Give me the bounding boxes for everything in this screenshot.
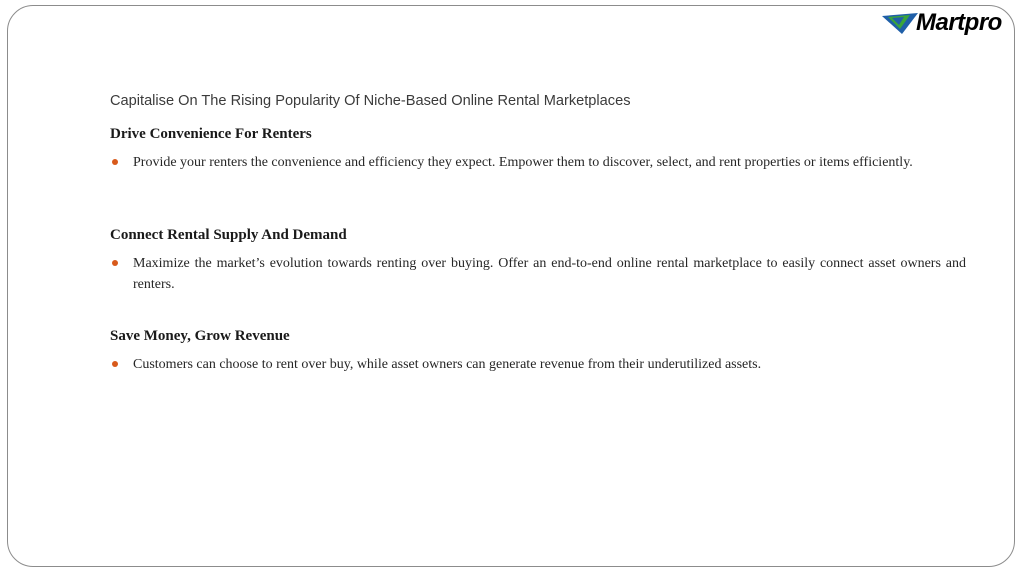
page-title: Capitalise On The Rising Popularity Of Niche-Based Online Rental Marketplaces [110,93,631,109]
martpro-logo [880,8,1016,42]
bullet-text: Customers can choose to rent over buy, while asset owners can generate revenue from their underutilized assets. [133,357,762,372]
section-title-convenience: Drive Convenience For Renters [110,126,312,142]
list-item [110,253,966,295]
bullet-icon [112,361,118,367]
section-title-save-money: Save Money, Grow Revenue [110,328,290,344]
list-item [110,354,966,375]
section-title-supply-demand: Connect Rental Supply And Demand [110,227,347,243]
bullet-icon [112,159,118,165]
logo-text: Martpro [916,9,1002,36]
bullet-text: Provide your renters the convenience and efficiency they expect. Empower them to discover, select, and rent properties or items efficiently. [133,155,913,170]
bullet-text: Maximize the market’s evolution towards renting over buying. Offer an end-to-end online rental marketplace to easily connect asset owners and renters. [133,256,966,292]
list-item [110,152,966,173]
bullet-icon [112,260,118,266]
logo-chevron-icon [880,8,920,38]
